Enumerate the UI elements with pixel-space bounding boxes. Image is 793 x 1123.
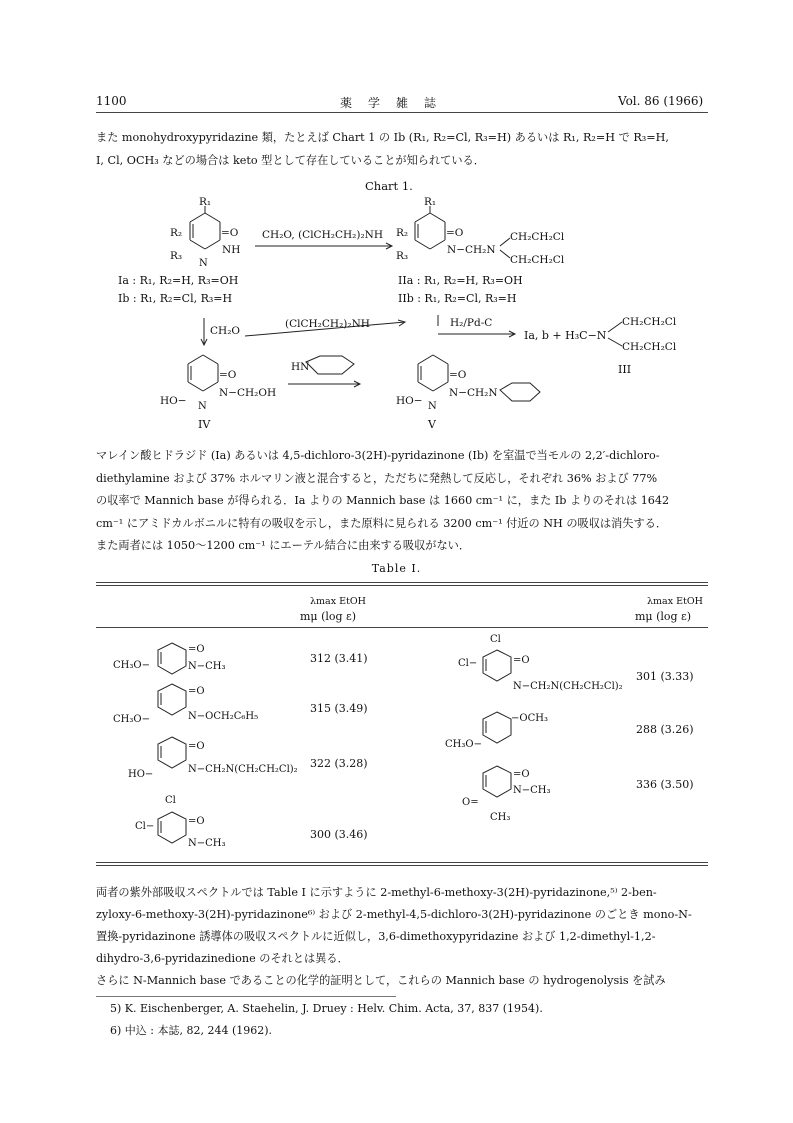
n-ch2n-label: N−CH₂N bbox=[449, 387, 498, 399]
reagent-2-right: (ClCH₂CH₂)₂NH bbox=[285, 318, 370, 330]
substituent: Cl− bbox=[458, 658, 478, 669]
table-value: 336 (3.50) bbox=[636, 778, 694, 791]
oxo-label: =O bbox=[449, 369, 467, 381]
hn-label: HN bbox=[291, 361, 310, 373]
table-top-rule bbox=[96, 585, 708, 586]
reagent-1: CH₂O, (ClCH₂CH₂)₂NH bbox=[262, 229, 384, 241]
substituent: −OCH₃ bbox=[511, 713, 548, 724]
chart-title: Chart 1. bbox=[365, 179, 413, 193]
sub-r3: R₃ bbox=[396, 250, 409, 262]
header-rule bbox=[96, 112, 708, 113]
col-unit-right: mμ (log ε) bbox=[635, 610, 692, 623]
footnote-5: 5) K. Eischenberger, A. Staehelin, J. Druey : Helv. Chim. Acta, 37, 837 (1954). bbox=[110, 1002, 543, 1015]
oxo-label: =O bbox=[221, 227, 239, 239]
substituent: N−CH₃ bbox=[188, 838, 226, 849]
ring-I bbox=[170, 196, 240, 269]
col-unit-left: mμ (log ε) bbox=[300, 610, 357, 623]
structure-left-4 bbox=[135, 795, 226, 849]
label-ib: Ib : R₁, R₂=Cl, R₃=H bbox=[118, 292, 233, 305]
svg-text:Cl: Cl bbox=[490, 634, 501, 645]
sub-r2: R₂ bbox=[396, 227, 409, 239]
label-iib: IIb : R₁, R₂=Cl, R₃=H bbox=[398, 292, 517, 305]
journal-title: 薬 学 雑 誌 bbox=[340, 96, 439, 110]
n-ch2oh-label: N−CH₂OH bbox=[219, 387, 277, 399]
structure-left-3 bbox=[128, 737, 298, 780]
table-value: 315 (3.49) bbox=[310, 702, 368, 715]
substituent: CH₃O− bbox=[445, 739, 482, 750]
sub-r3: R₃ bbox=[170, 250, 183, 262]
table-value: 288 (3.26) bbox=[636, 723, 694, 736]
body-paragraph-1 bbox=[96, 445, 708, 558]
table-header-rule bbox=[96, 627, 708, 628]
structure-left-1 bbox=[113, 643, 226, 674]
structure-left-2 bbox=[113, 684, 258, 725]
footnote-6: 6) 中込 : 本誌, 82, 244 (1962). bbox=[110, 1024, 273, 1037]
body-line: cm⁻¹ にアミドカルボニルに特有の吸収を示し，また原料に見られる 3200 cm⁻¹ 付近の NH の吸収は消失する． bbox=[96, 516, 668, 530]
table-bottom-rule bbox=[96, 865, 708, 866]
body-line: マレイン酸ヒドラジド (Ia) あるいは 4,5-dichloro-3(2H)-pyridazinone (Ib) を室温で当モルの 2,2′-dichloro- bbox=[96, 449, 660, 462]
body-line: 置換-pyridazinone 誘導体の吸収スペクトルに近似し，3,6-dimethoxypyridazine および 1,2-dimethyl-1,2- bbox=[96, 930, 656, 943]
svg-text:CH₃: CH₃ bbox=[490, 812, 511, 823]
bis-arm: CH₂CH₂Cl bbox=[622, 316, 677, 328]
col-head-right: λmax EtOH bbox=[647, 596, 703, 607]
footnote-rule bbox=[96, 996, 396, 997]
sub-r2: R₂ bbox=[170, 227, 183, 239]
substituent: CH₃O− bbox=[113, 714, 150, 725]
n-label: N bbox=[199, 258, 208, 269]
reagent-2-left: CH₂O bbox=[210, 325, 241, 337]
label-iii: III bbox=[618, 363, 632, 376]
bis-arm: CH₂CH₂Cl bbox=[622, 341, 677, 353]
table-title: Table I. bbox=[371, 562, 422, 575]
volume-info: Vol. 86 (1966) bbox=[618, 94, 704, 108]
ring-IV bbox=[160, 355, 276, 431]
body-line: また両者には 1050～1200 cm⁻¹ にエーテル結合に由来する吸収がない． bbox=[96, 539, 471, 552]
svg-text:=O: =O bbox=[188, 816, 205, 827]
intro-paragraph bbox=[96, 127, 708, 172]
structure-right-3 bbox=[462, 766, 551, 823]
table-value: 301 (3.33) bbox=[636, 670, 694, 683]
oxo-label: =O bbox=[219, 369, 237, 381]
substituent: N−CH₂N(CH₂CH₂Cl)₂ bbox=[188, 764, 298, 775]
substituent: N−CH₃ bbox=[513, 785, 551, 796]
body-line: さらに N-Mannich base であることの化学的証明として，これらの Mannich base の hydrogenolysis を試み bbox=[96, 974, 666, 987]
oxo-label: =O bbox=[446, 227, 464, 239]
reagent-3: H₂/Pd-C bbox=[450, 317, 493, 329]
body-line: zyloxy-6-methoxy-3(2H)-pyridazinone⁶⁾ および 2-methyl-4,5-dichloro-3(2H)-pyridazinone のごとき mono-N- bbox=[96, 908, 692, 921]
table-value: 300 (3.46) bbox=[310, 828, 368, 841]
substituent: HO− bbox=[128, 769, 154, 780]
table-value: 312 (3.41) bbox=[310, 652, 368, 665]
substituent: N−OCH₂C₆H₅ bbox=[188, 711, 259, 722]
ring-V bbox=[396, 355, 540, 431]
substituent: Cl− bbox=[135, 821, 155, 832]
intro-line: また monohydroxypyridazine 類，たとえば Chart 1 の Ib (R₁, R₂=Cl, R₃=H) あるいは R₁, R₂=H で R₃=H, bbox=[96, 131, 669, 144]
svg-text:=O: =O bbox=[188, 741, 205, 752]
body-paragraph-2 bbox=[96, 882, 708, 992]
substituent: O= bbox=[462, 797, 479, 808]
ho-label: HO− bbox=[160, 395, 187, 407]
substituent: N−CH₂N(CH₂CH₂Cl)₂ bbox=[513, 681, 623, 692]
substituent: CH₃O− bbox=[113, 660, 150, 671]
hydrog-products: Ia, b + H₃C−N bbox=[524, 329, 607, 342]
table-bottom-rule bbox=[96, 862, 708, 863]
svg-text:=O: =O bbox=[188, 644, 205, 655]
table-top-rule bbox=[96, 582, 708, 583]
svg-text:=O: =O bbox=[513, 769, 530, 780]
label-iia: IIa : R₁, R₂=H, R₃=OH bbox=[398, 274, 523, 287]
bis-arm: CH₂CH₂Cl bbox=[510, 254, 565, 266]
label-ia: Ia : R₁, R₂=H, R₃=OH bbox=[118, 274, 239, 287]
n-label: N bbox=[198, 401, 207, 412]
intro-line: I, Cl, OCH₃ などの場合は keto 型として存在していることが知られている． bbox=[96, 153, 485, 167]
n-label: N bbox=[428, 401, 437, 412]
ho-label: HO− bbox=[396, 395, 423, 407]
page-number: 1100 bbox=[96, 94, 127, 108]
sub-r1: R₁ bbox=[199, 196, 212, 208]
svg-text:Cl: Cl bbox=[165, 795, 176, 806]
label-v: V bbox=[428, 418, 436, 431]
sub-r1: R₁ bbox=[424, 196, 437, 208]
substituent: N−CH₃ bbox=[188, 661, 226, 672]
svg-text:=O: =O bbox=[513, 655, 530, 666]
body-line: dihydro-3,6-pyridazinedione のそれとは異る． bbox=[96, 952, 349, 965]
nh-label: NH bbox=[222, 244, 241, 256]
col-head-left: λmax EtOH bbox=[310, 596, 366, 607]
ring-II bbox=[396, 196, 565, 266]
body-line: の収率で Mannich base が得られる．Ia よりの Mannich base は 1660 cm⁻¹ に，また Ib よりのそれは 1642 bbox=[96, 494, 670, 507]
body-line: diethylamine および 37% ホルマリン液と混合すると，ただちに発熱して反応し，それぞれ 36% および 77% bbox=[96, 471, 658, 485]
label-iv: IV bbox=[198, 418, 211, 431]
n-ch2n-label: N−CH₂N bbox=[447, 244, 496, 256]
bis-arm: CH₂CH₂Cl bbox=[510, 231, 565, 243]
structure-right-2 bbox=[445, 712, 548, 750]
body-line: 両者の紫外部吸収スペクトルでは Table I に示すように 2-methyl-6-methoxy-3(2H)-pyridazinone,⁵⁾ 2-ben- bbox=[96, 886, 657, 899]
table-value: 322 (3.28) bbox=[310, 757, 368, 770]
structure-right-1 bbox=[458, 634, 623, 692]
svg-text:=O: =O bbox=[188, 686, 205, 697]
